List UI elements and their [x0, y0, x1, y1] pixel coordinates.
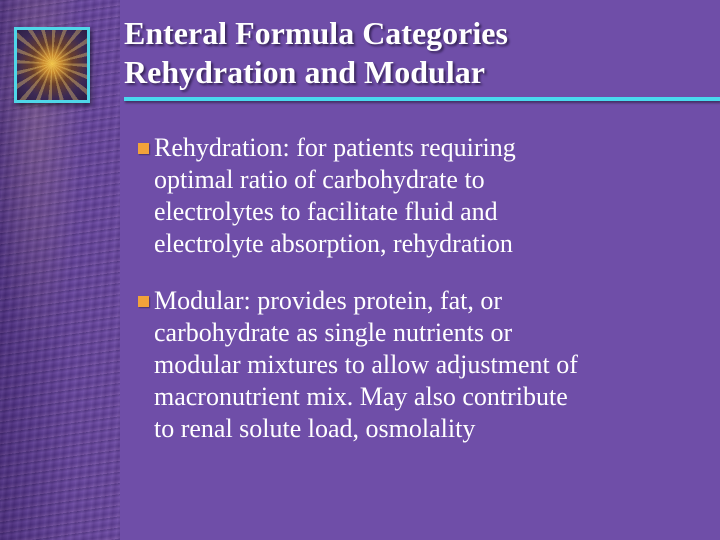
bullet-line: optimal ratio of carbohydrate to — [154, 165, 485, 194]
bullet-line: Modular: provides protein, fat, or — [154, 286, 503, 315]
decorative-sunburst-logo-icon — [14, 27, 90, 103]
bullet-line: modular mixtures to allow adjustment of — [154, 350, 578, 379]
title-line-1: Enteral Formula Categories — [124, 15, 508, 51]
bullet-line: electrolyte absorption, rehydration — [154, 229, 513, 258]
bullet-rehydration — [122, 132, 702, 260]
bullet-line: macronutrient mix. May also contribute — [154, 382, 568, 411]
bullet-line: to renal solute load, osmolality — [154, 414, 476, 443]
square-bullet-icon — [138, 296, 149, 307]
square-bullet-icon — [138, 143, 149, 154]
bullet-list — [122, 132, 702, 470]
slide-title — [124, 14, 508, 92]
bullet-line: carbohydrate as single nutrients or — [154, 318, 513, 347]
bullet-line: electrolytes to facilitate fluid and — [154, 197, 498, 226]
bullet-modular — [122, 285, 702, 445]
title-line-2: Rehydration and Modular — [124, 54, 485, 90]
title-divider — [124, 97, 720, 101]
bullet-line: Rehydration: for patients requiring — [154, 133, 516, 162]
